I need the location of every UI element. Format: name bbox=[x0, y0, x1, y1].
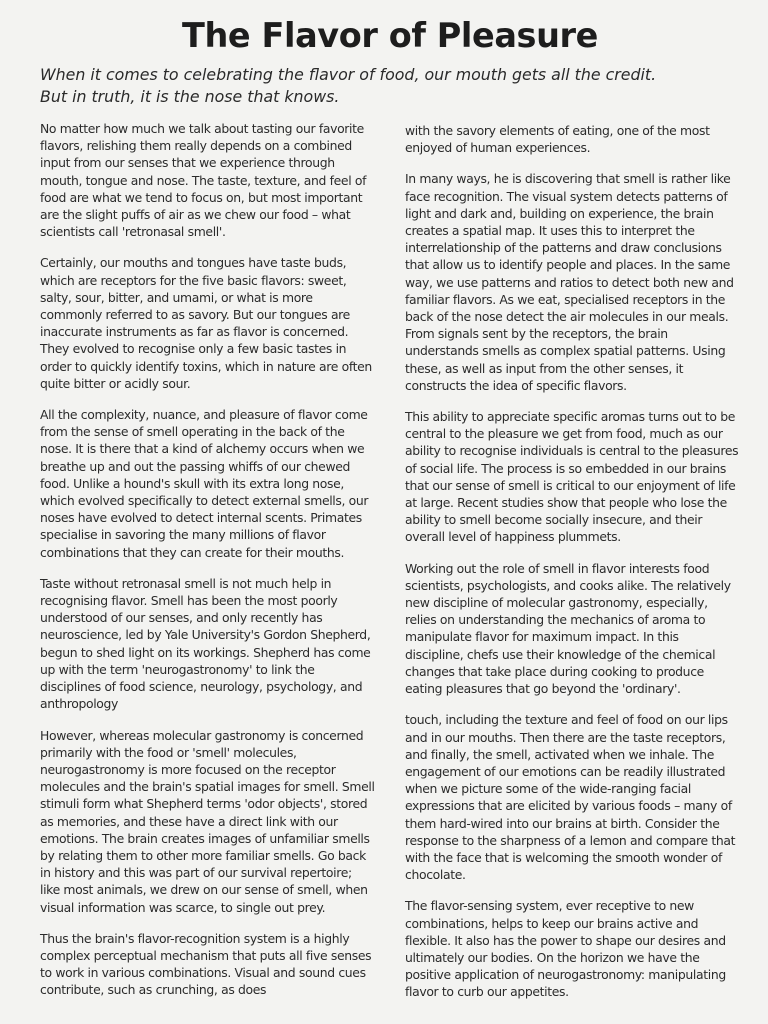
left-column bbox=[40, 120, 375, 1015]
paragraph: Certainly, our mouths and tongues have taste buds, which are receptors for the five basic flavors: sweet, salty, sour, bitter, and umami, or what is more commonly referred to as savory. But our tongues are inaccurate instruments as far as flavor is concerned. They evolved to recognise only a few basic tastes in order to quickly identify toxins, which in nature are often quite bitter or acidly sour. bbox=[40, 255, 372, 391]
article-body bbox=[40, 120, 740, 1015]
article-title: The Flavor of Pleasure bbox=[182, 16, 598, 55]
paragraph: No matter how much we talk about tasting our favorite flavors, relishing them really depends on a combined input from our senses that we experience through mouth, tongue and nose. The taste, texture, and feel of food are what we tend to focus on, but most important are the slight puffs of air as we chew our food – what scientists call 'retronasal smell'. bbox=[40, 121, 367, 240]
article-subtitle bbox=[40, 64, 740, 108]
paragraph: All the complexity, nuance, and pleasure of flavor come from the sense of smell operating in the back of the nose. It is there that a kind of alchemy occurs when we breathe up and out the passing whiffs of our chewed food. Unlike a hound's skull with its extra long nose, which evolved specifically to detect external smells, our noses have evolved to detect internal scents. Primates specialise in savoring the many millions of flavor combinations that they can create for their mouths. bbox=[40, 407, 369, 560]
paragraph: Thus the brain's flavor-recognition system is a highly complex perceptual mechanism that puts all five senses to work in various combinations. Visual and sound cues contribute, such as crunching, as does bbox=[40, 930, 372, 998]
paragraph: Taste without retronasal smell is not much help in recognising flavor. Smell has been the most poorly understood of our senses, and only recently has neuroscience, led by Yale University's Gordon Shepherd, begun to shed light on its workings. Shepherd has come up with the term 'neurogastronomy' to link the disciplines of food science, neurology, psychology, and anthropology bbox=[40, 575, 371, 712]
paragraph: Working out the role of smell in flavor interests food scientists, psychologists, and cooks alike. The relatively new discipline of molecular gastronomy, especially, relies on understanding the mechanics of aroma to manipulate flavor for maximum impact. In this discipline, chefs use their knowledge of the chemical changes that take place during cooking to produce eating pleasures that go beyond the 'ordinary'. bbox=[405, 560, 731, 697]
subtitle-line-2: But in truth, it is the nose that knows. bbox=[40, 87, 340, 106]
paragraph: The flavor-sensing system, ever receptive to new combinations, helps to keep our brains active and flexible. It also has the power to shape our desires and ultimately our bodies. On the horizon we have the positive application of neurogastronomy: manipulating flavor to curb our appetites. bbox=[405, 898, 726, 1000]
paragraph: with the savory elements of eating, one of the most enjoyed of human experiences. bbox=[405, 123, 710, 156]
paragraph: touch, including the texture and feel of food on our lips and in our mouths. Then there are the taste receptors, and finally, the smell, activated when we inhale. The engagement of our emotions can be readily illustrated when we picture some of the wide-ranging facial expressions that are elicited by various foods – many of them hard-wired into our brains at birth. Consider the response to the sharpness of a lemon and compare that with the face that is welcoming the smooth wonder of chocolate. bbox=[405, 712, 736, 883]
paragraph: However, whereas molecular gastronomy is concerned primarily with the food or 'smell' molecules, neurogastronomy is more focused on the receptor molecules and the brain's spatial images for smell. Smell stimuli form what Shepherd terms 'odor objects', stored as memories, and these have a direct link with our emotions. The brain creates images of unfamiliar smells by relating them to other more familiar smells. Go back in history and this was part of our survival repertoire; like most animals, we drew on our sense of smell, when visual information was scarce, to single out prey. bbox=[40, 727, 375, 915]
right-column bbox=[405, 120, 740, 1015]
paragraph: This ability to appreciate specific aromas turns out to be central to the pleasure we get from food, much as our ability to recognise individuals is central to the pleasures of social life. The process is so embedded in our brains that our sense of smell is critical to our enjoyment of life at large. Recent studies show that people who lose the ability to smell become socially insecure, and their overall level of happiness plummets. bbox=[405, 409, 739, 545]
subtitle-line-1: When it comes to celebrating the flavor of food, our mouth gets all the credit. bbox=[40, 65, 657, 84]
paragraph: In many ways, he is discovering that smell is rather like face recognition. The visual system detects patterns of light and dark and, building on experience, the brain creates a spatial map. It uses this to interpret the interrelationship of the patterns and draw conclusions that allow us to identify people and places. In the same way, we use patterns and ratios to detect both new and familiar flavors. As we eat, specialised receptors in the back of the nose detect the air molecules in our meals. From signals sent by the receptors, the brain understands smells as complex spatial patterns. Using these, as well as input from the other senses, it constructs the idea of specific flavors. bbox=[405, 171, 734, 393]
